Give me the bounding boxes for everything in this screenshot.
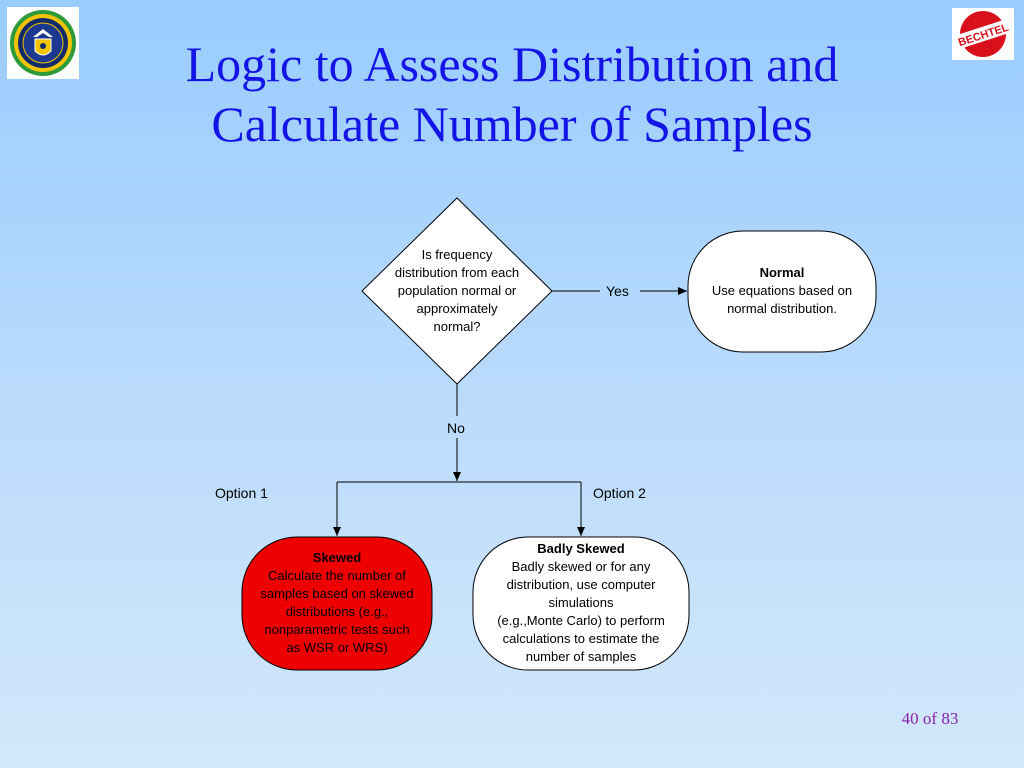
page-number: 40 of 83	[901, 709, 959, 728]
badly-skewed-title: Badly Skewed	[537, 541, 625, 556]
skewed-line: as WSR or WRS)	[286, 640, 388, 655]
normal-node-text	[692, 264, 872, 318]
badly-skewed-line: Badly skewed or for any	[511, 559, 651, 574]
option1-label: Option 1	[215, 485, 268, 501]
decision-text	[372, 246, 542, 336]
badly-skewed-node-text	[475, 540, 687, 666]
no-label: No	[447, 420, 465, 436]
decision-line: normal?	[433, 319, 481, 334]
skewed-title: Skewed	[312, 550, 362, 565]
slide-title: Logic to Assess Distribution and Calculate Number of Samples	[185, 36, 839, 152]
decision-line: population normal or	[397, 283, 517, 298]
skewed-line: samples based on skewed	[260, 586, 414, 601]
option2-label: Option 2	[593, 485, 646, 501]
normal-line: normal distribution.	[727, 301, 837, 316]
skewed-line: nonparametric tests such	[264, 622, 410, 637]
normal-title: Normal	[759, 265, 805, 280]
skewed-line: Calculate the number of	[267, 568, 407, 583]
yes-label: Yes	[606, 283, 629, 299]
badly-skewed-line: number of samples	[525, 649, 637, 664]
svg-text:BECHTEL: BECHTEL	[956, 21, 1011, 50]
skewed-line: distributions (e.g.,	[285, 604, 389, 619]
skewed-node-text	[244, 549, 430, 657]
badly-skewed-line: simulations	[548, 595, 614, 610]
badly-skewed-line: calculations to estimate the	[502, 631, 660, 646]
decision-line: approximately	[416, 301, 498, 316]
badly-skewed-line: (e.g.,Monte Carlo) to perform	[497, 613, 665, 628]
normal-line: Use equations based on	[711, 283, 853, 298]
decision-line: distribution from each	[394, 265, 520, 280]
badly-skewed-line: distribution, use computer	[506, 577, 656, 592]
decision-line: Is frequency	[421, 247, 493, 262]
